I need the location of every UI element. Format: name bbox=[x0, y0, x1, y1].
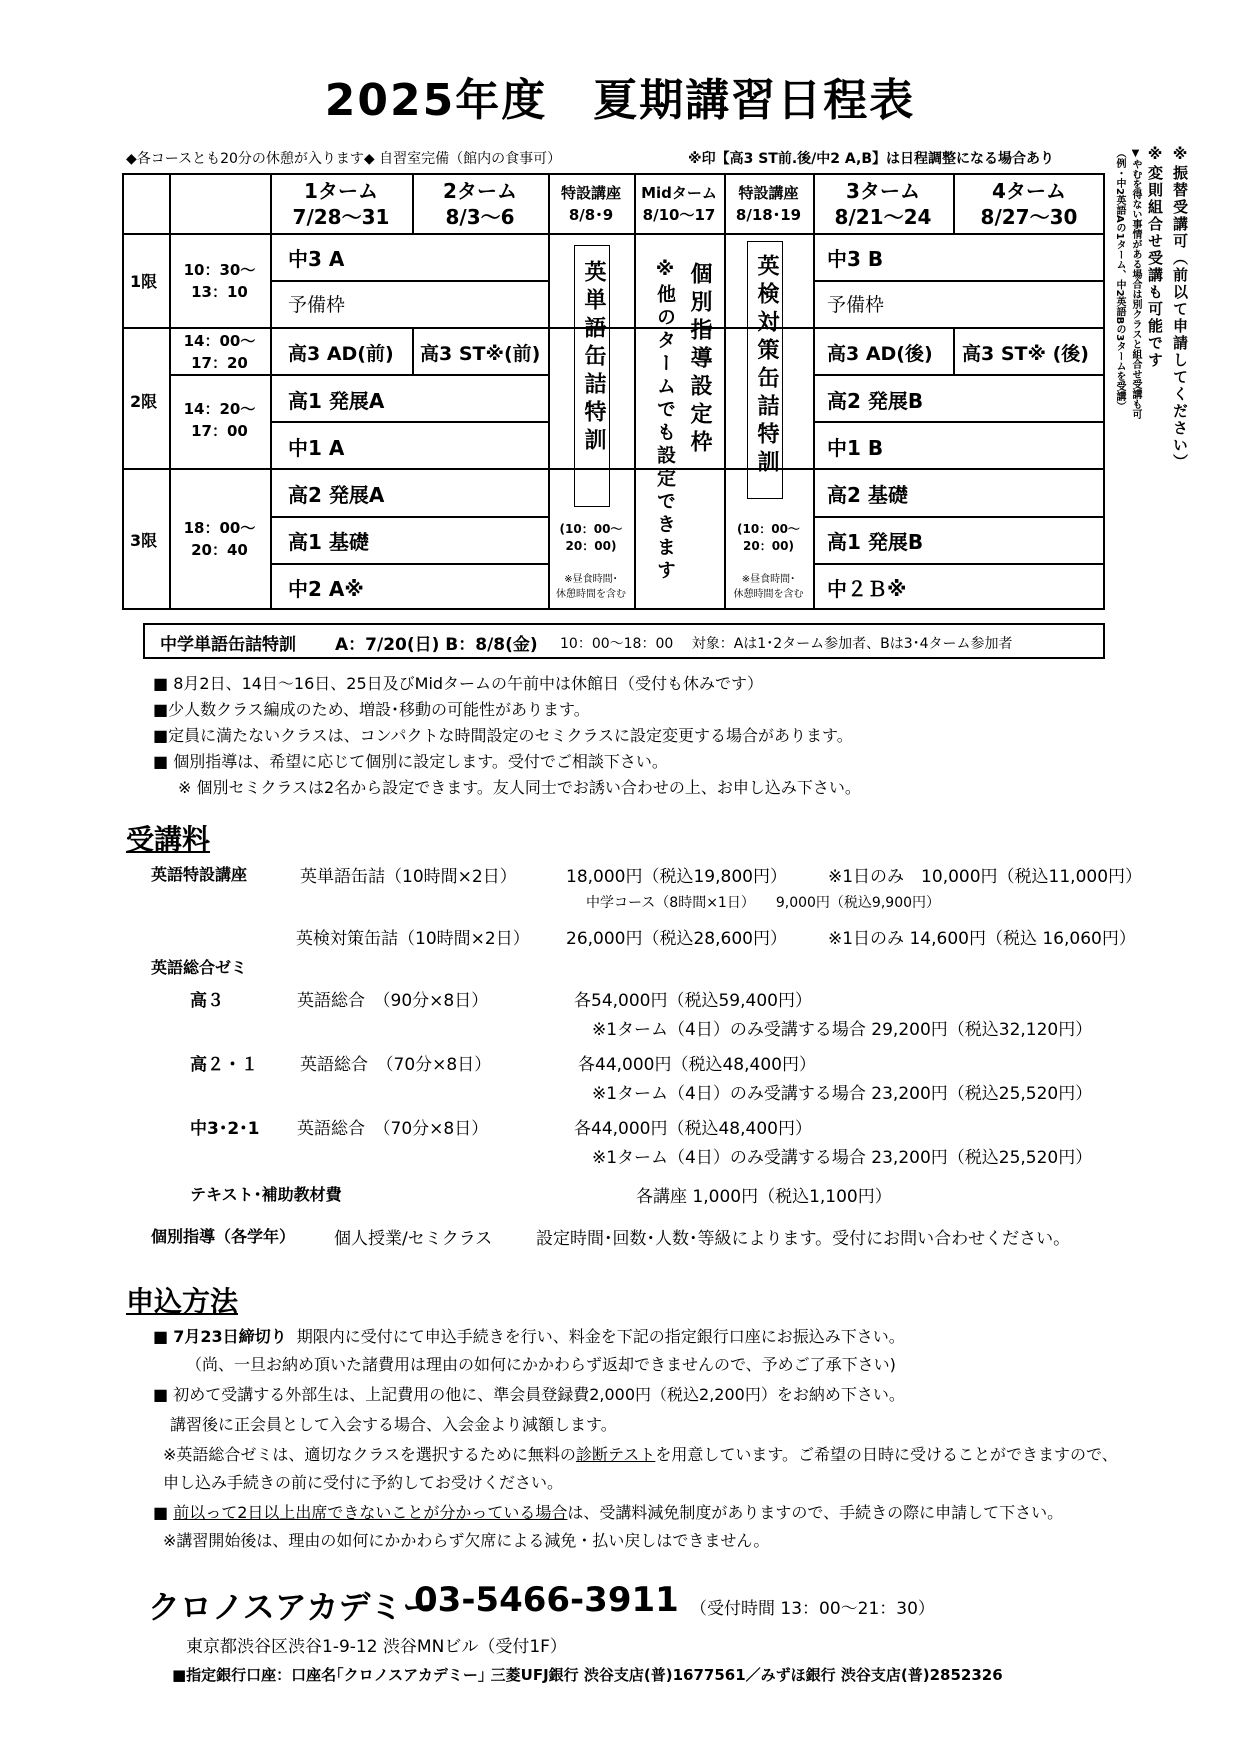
table-rule bbox=[813, 421, 1105, 423]
table-rule bbox=[813, 280, 1105, 282]
class-cell: 高1 発展B bbox=[827, 530, 924, 554]
term-dates: 8/27～30 bbox=[980, 205, 1078, 229]
class-cell: 高2 発展A bbox=[288, 483, 385, 507]
special1-time bbox=[548, 520, 634, 554]
term-name: 1ターム bbox=[304, 179, 378, 203]
diagnostic-test: 診断テスト bbox=[575, 1445, 656, 1464]
info-left: ◆各コースとも20分の休憩が入ります◆ 自習室完備（館内の食事可） bbox=[126, 151, 562, 167]
note-item: ■ 個別指導は、希望に応じて個別に設定します。受付でご相談下さい。 bbox=[153, 752, 668, 771]
class-cell: 高2 発展B bbox=[827, 389, 924, 413]
table-rule bbox=[953, 327, 955, 374]
apply-text: は、受講料減免制度がありますので、手続きの際に申請して下さい。 bbox=[567, 1503, 1064, 1522]
table-rule bbox=[813, 563, 1105, 565]
time-end: 13：10 bbox=[191, 283, 248, 301]
class-cell: 予備枠 bbox=[288, 294, 346, 316]
table-rule bbox=[270, 280, 548, 282]
time-start: 14：00～ bbox=[183, 332, 256, 350]
table-rule bbox=[813, 516, 1105, 518]
fee-category: 個別指導（各学年） bbox=[151, 1227, 296, 1246]
note-line: ※昼食時間･ bbox=[741, 574, 796, 585]
fee-category: 英語特設講座 bbox=[151, 865, 248, 884]
apply-line: （尚、一旦お納め頂いた諸費用は理由の如何にかかわらず返却できませんので、予めご了承下さい) bbox=[186, 1355, 896, 1374]
special2-header bbox=[724, 182, 813, 226]
table-rule bbox=[270, 421, 548, 423]
term-name: Midターム bbox=[641, 184, 717, 202]
fee-alt: ※1ターム（4日）のみ受講する場合 29,200円（税込32,120円） bbox=[592, 1020, 1093, 1040]
class-cell: 中2 A※ bbox=[288, 577, 364, 601]
special1-header bbox=[548, 182, 634, 226]
special2-note bbox=[724, 570, 813, 600]
fee-course: 個人授業/セミクラス bbox=[334, 1229, 493, 1249]
table-rule bbox=[813, 374, 1105, 376]
apply-line: 講習後に正会員として入会する場合、入会金より減額します。 bbox=[170, 1415, 617, 1434]
mid-label: 個別指導設定枠 bbox=[687, 262, 712, 458]
period-2: 2限 bbox=[130, 392, 158, 411]
side-note-3: （例・中2英語Aの1ターム、中2英語Bの3タームを受講） bbox=[1114, 148, 1125, 412]
side-note-2: ※変則組合せ受講も可能です bbox=[1146, 145, 1164, 369]
time-start: 14：20～ bbox=[183, 400, 256, 418]
table-rule bbox=[270, 173, 272, 610]
time-start: (10：00～ bbox=[737, 522, 800, 536]
term-name: 2ターム bbox=[443, 179, 517, 203]
class-cell: 高1 基礎 bbox=[288, 530, 369, 554]
table-rule bbox=[270, 516, 548, 518]
fee-course: 英語総合 （70分×8日） bbox=[297, 1119, 489, 1139]
time-end: 17：00 bbox=[191, 422, 248, 440]
fees-heading: 受講料 bbox=[126, 823, 211, 856]
fee-price: 各講座 1,000円（税込1,100円） bbox=[636, 1187, 892, 1207]
term-dates: 8/18･19 bbox=[735, 206, 802, 224]
note-line: 休憩時間を含む bbox=[733, 589, 804, 600]
info-right: ※印【高3 ST前.後/中2 A,B】は日程調整になる場合あり bbox=[688, 151, 1054, 167]
apply-line: ※講習開始後は、理由の如何にかかわらず欠席による減免・払い戻しはできません。 bbox=[163, 1531, 770, 1550]
side-note-3b: ▼やむを得ない事情がある場合は別クラスと組合せ受講も可 bbox=[1130, 148, 1141, 419]
table-rule bbox=[169, 374, 548, 376]
junior-dates: A：7/20(日) B：8/8(金) bbox=[335, 635, 538, 655]
time-p1 bbox=[169, 259, 270, 303]
grade-label: 中3･2･1 bbox=[190, 1119, 260, 1139]
term2-header bbox=[412, 178, 548, 230]
fee-alt: ※1日のみ 10,000円（税込11,000円） bbox=[828, 867, 1143, 887]
class-cell: 高3 AD(前) bbox=[288, 343, 394, 365]
time-end: 20：00) bbox=[565, 539, 617, 553]
junior-detail: 10：00～18：00 対象：Aは1･2ターム参加者、Bは3･4ターム参加者 bbox=[560, 636, 1013, 652]
mid-note: ※他のタームでも設定できます bbox=[654, 258, 676, 583]
fee-price: 18,000円（税込19,800円） bbox=[566, 867, 787, 887]
fee-price: 26,000円（税込28,600円） bbox=[566, 929, 787, 949]
class-cell: 中２Ｂ※ bbox=[827, 577, 907, 601]
term-name: 特設講座 bbox=[560, 184, 621, 202]
note-line: 休憩時間を含む bbox=[556, 589, 626, 600]
apply-line bbox=[163, 1442, 1118, 1465]
term1-header bbox=[270, 178, 412, 230]
term-name: 3ターム bbox=[846, 179, 920, 203]
fee-price: 各54,000円（税込59,400円） bbox=[574, 991, 812, 1011]
bullet: ■ bbox=[153, 1327, 174, 1346]
address: 東京都渋谷区渋谷1-9-12 渋谷MNビル（受付1F） bbox=[186, 1637, 567, 1657]
class-cell: 中1 A bbox=[288, 436, 345, 460]
reception-hours: （受付時間 13：00～21：30） bbox=[690, 1599, 935, 1619]
fee-category: 英語総合ゼミ bbox=[151, 958, 248, 977]
term-dates: 8/10～17 bbox=[642, 206, 716, 224]
class-cell: 中3 B bbox=[827, 247, 884, 271]
note-item: ■定員に満たないクラスは、コンパクトな時間設定のセミクラスに設定変更する場合があります。 bbox=[153, 726, 853, 745]
term-dates: 8/3～6 bbox=[445, 205, 515, 229]
special2-label: 英検対策缶詰特訓 bbox=[754, 254, 779, 478]
table-rule bbox=[270, 563, 548, 565]
table-rule bbox=[813, 173, 815, 610]
table-rule bbox=[634, 173, 636, 610]
note-item: ■ 8月2日、14日～16日、25日及びMidタームの午前中は休館日（受付も休みです） bbox=[153, 674, 764, 693]
junior-label: 中学単語缶詰特訓 bbox=[160, 635, 296, 655]
term4-header bbox=[953, 178, 1105, 230]
class-cell: 高3 ST※(前) bbox=[420, 343, 541, 365]
special1-label: 英単語缶詰特訓 bbox=[581, 260, 606, 456]
fee-alt: ※1ターム（4日）のみ受講する場合 23,200円（税込25,520円） bbox=[592, 1084, 1093, 1104]
apply-text: 前以って2日以上出席できないことが分かっている場合 bbox=[173, 1503, 568, 1522]
mid-header bbox=[634, 182, 724, 226]
deadline: 7月23日締切り bbox=[173, 1327, 287, 1346]
period-1: 1限 bbox=[130, 272, 158, 291]
class-cell: 予備枠 bbox=[827, 294, 885, 316]
apply-line bbox=[153, 1324, 905, 1347]
note-item: ■少人数クラス編成のため、増設･移動の可能性があります。 bbox=[153, 700, 590, 719]
special1-note bbox=[548, 570, 634, 600]
special2-time bbox=[724, 520, 813, 554]
time-p2a bbox=[169, 330, 270, 374]
fee-price: 各44,000円（税込48,400円） bbox=[578, 1055, 816, 1075]
class-cell: 高3 ST※ (後) bbox=[962, 343, 1089, 365]
class-cell: 中3 A bbox=[288, 247, 345, 271]
term-name: 4ターム bbox=[992, 179, 1066, 203]
side-note-1: ※振替受講可（前以て申請してください） bbox=[1171, 145, 1189, 471]
apply-text: ※英語総合ゼミは、適切なクラスを選択するために無料の bbox=[163, 1445, 576, 1464]
term3-header bbox=[813, 178, 953, 230]
note-line: ※昼食時間･ bbox=[564, 574, 618, 585]
time-p3 bbox=[169, 517, 270, 561]
term-dates: 8/8･9 bbox=[568, 206, 614, 224]
grade-label: 高２・１ bbox=[190, 1055, 258, 1075]
fee-desc: 設定時間･回数･人数･等級によります。受付にお問い合わせください。 bbox=[536, 1229, 1071, 1249]
time-end: 20：40 bbox=[191, 541, 248, 559]
phone-number: 03-5466-3911 bbox=[414, 1580, 679, 1620]
note-item: ※ 個別セミクラスは2名から設定できます。友人同士でお誘い合わせの上、お申し込み下さい。 bbox=[178, 778, 861, 797]
apply-line: 申し込み手続きの前に受付に予約してお受けください。 bbox=[163, 1473, 564, 1492]
fee-price: 各44,000円（税込48,400円） bbox=[574, 1119, 812, 1139]
page-title: 2025年度 夏期講習日程表 bbox=[324, 75, 916, 126]
time-end: 20：00) bbox=[743, 539, 794, 553]
bullet: ■ bbox=[153, 1503, 174, 1522]
fee-course: 英語総合 （90分×8日） bbox=[297, 991, 489, 1011]
table-rule bbox=[412, 327, 414, 374]
time-p2b bbox=[169, 398, 270, 442]
time-start: 18：00～ bbox=[183, 519, 256, 537]
fee-category: テキスト･補助教材費 bbox=[190, 1185, 342, 1204]
bank-account: ■指定銀行口座：口座名｢クロノスアカデミー｣ 三菱UFJ銀行 渋谷支店(普)1677561／みずほ銀行 渋谷支店(普)2852326 bbox=[172, 1666, 1003, 1684]
fee-course: 英語総合 （70分×8日） bbox=[300, 1055, 492, 1075]
academy-name: クロノスアカデミー bbox=[148, 1588, 435, 1626]
fee-alt: ※1日のみ 14,600円（税込 16,060円） bbox=[828, 929, 1136, 949]
period-3: 3限 bbox=[130, 531, 158, 550]
apply-text: 期限内に受付にて申込手続きを行い、料金を下記の指定銀行口座にお振込み下さい。 bbox=[296, 1327, 905, 1346]
grade-label: 高３ bbox=[190, 991, 224, 1011]
term-dates: 7/28～31 bbox=[292, 205, 390, 229]
term-dates: 8/21～24 bbox=[834, 205, 932, 229]
fee-course: 英単語缶詰（10時間×2日） bbox=[300, 867, 517, 887]
apply-line bbox=[153, 1500, 1063, 1523]
time-start: 10：30～ bbox=[183, 261, 256, 279]
time-end: 17：20 bbox=[191, 354, 248, 372]
fee-junior: 中学コース（8時間×1日） 9,000円（税込9,900円） bbox=[586, 895, 941, 911]
time-start: (10：00～ bbox=[559, 522, 623, 536]
class-cell: 高2 基礎 bbox=[827, 483, 908, 507]
class-cell: 高3 AD(後) bbox=[827, 343, 933, 365]
class-cell: 高1 発展A bbox=[288, 389, 385, 413]
fee-course: 英検対策缶詰（10時間×2日） bbox=[296, 929, 530, 949]
fee-alt: ※1ターム（4日）のみ受講する場合 23,200円（税込25,520円） bbox=[592, 1148, 1093, 1168]
class-cell: 中1 B bbox=[827, 436, 884, 460]
apply-text: を用意しています。ご希望の日時に受けることができますので、 bbox=[655, 1445, 1118, 1464]
apply-line: ■ 初めて受講する外部生は、上記費用の他に、準会員登録費2,000円（税込2,200円）をお納め下さい。 bbox=[153, 1385, 905, 1404]
apply-heading: 申込方法 bbox=[126, 1285, 239, 1318]
term-name: 特設講座 bbox=[738, 184, 799, 202]
